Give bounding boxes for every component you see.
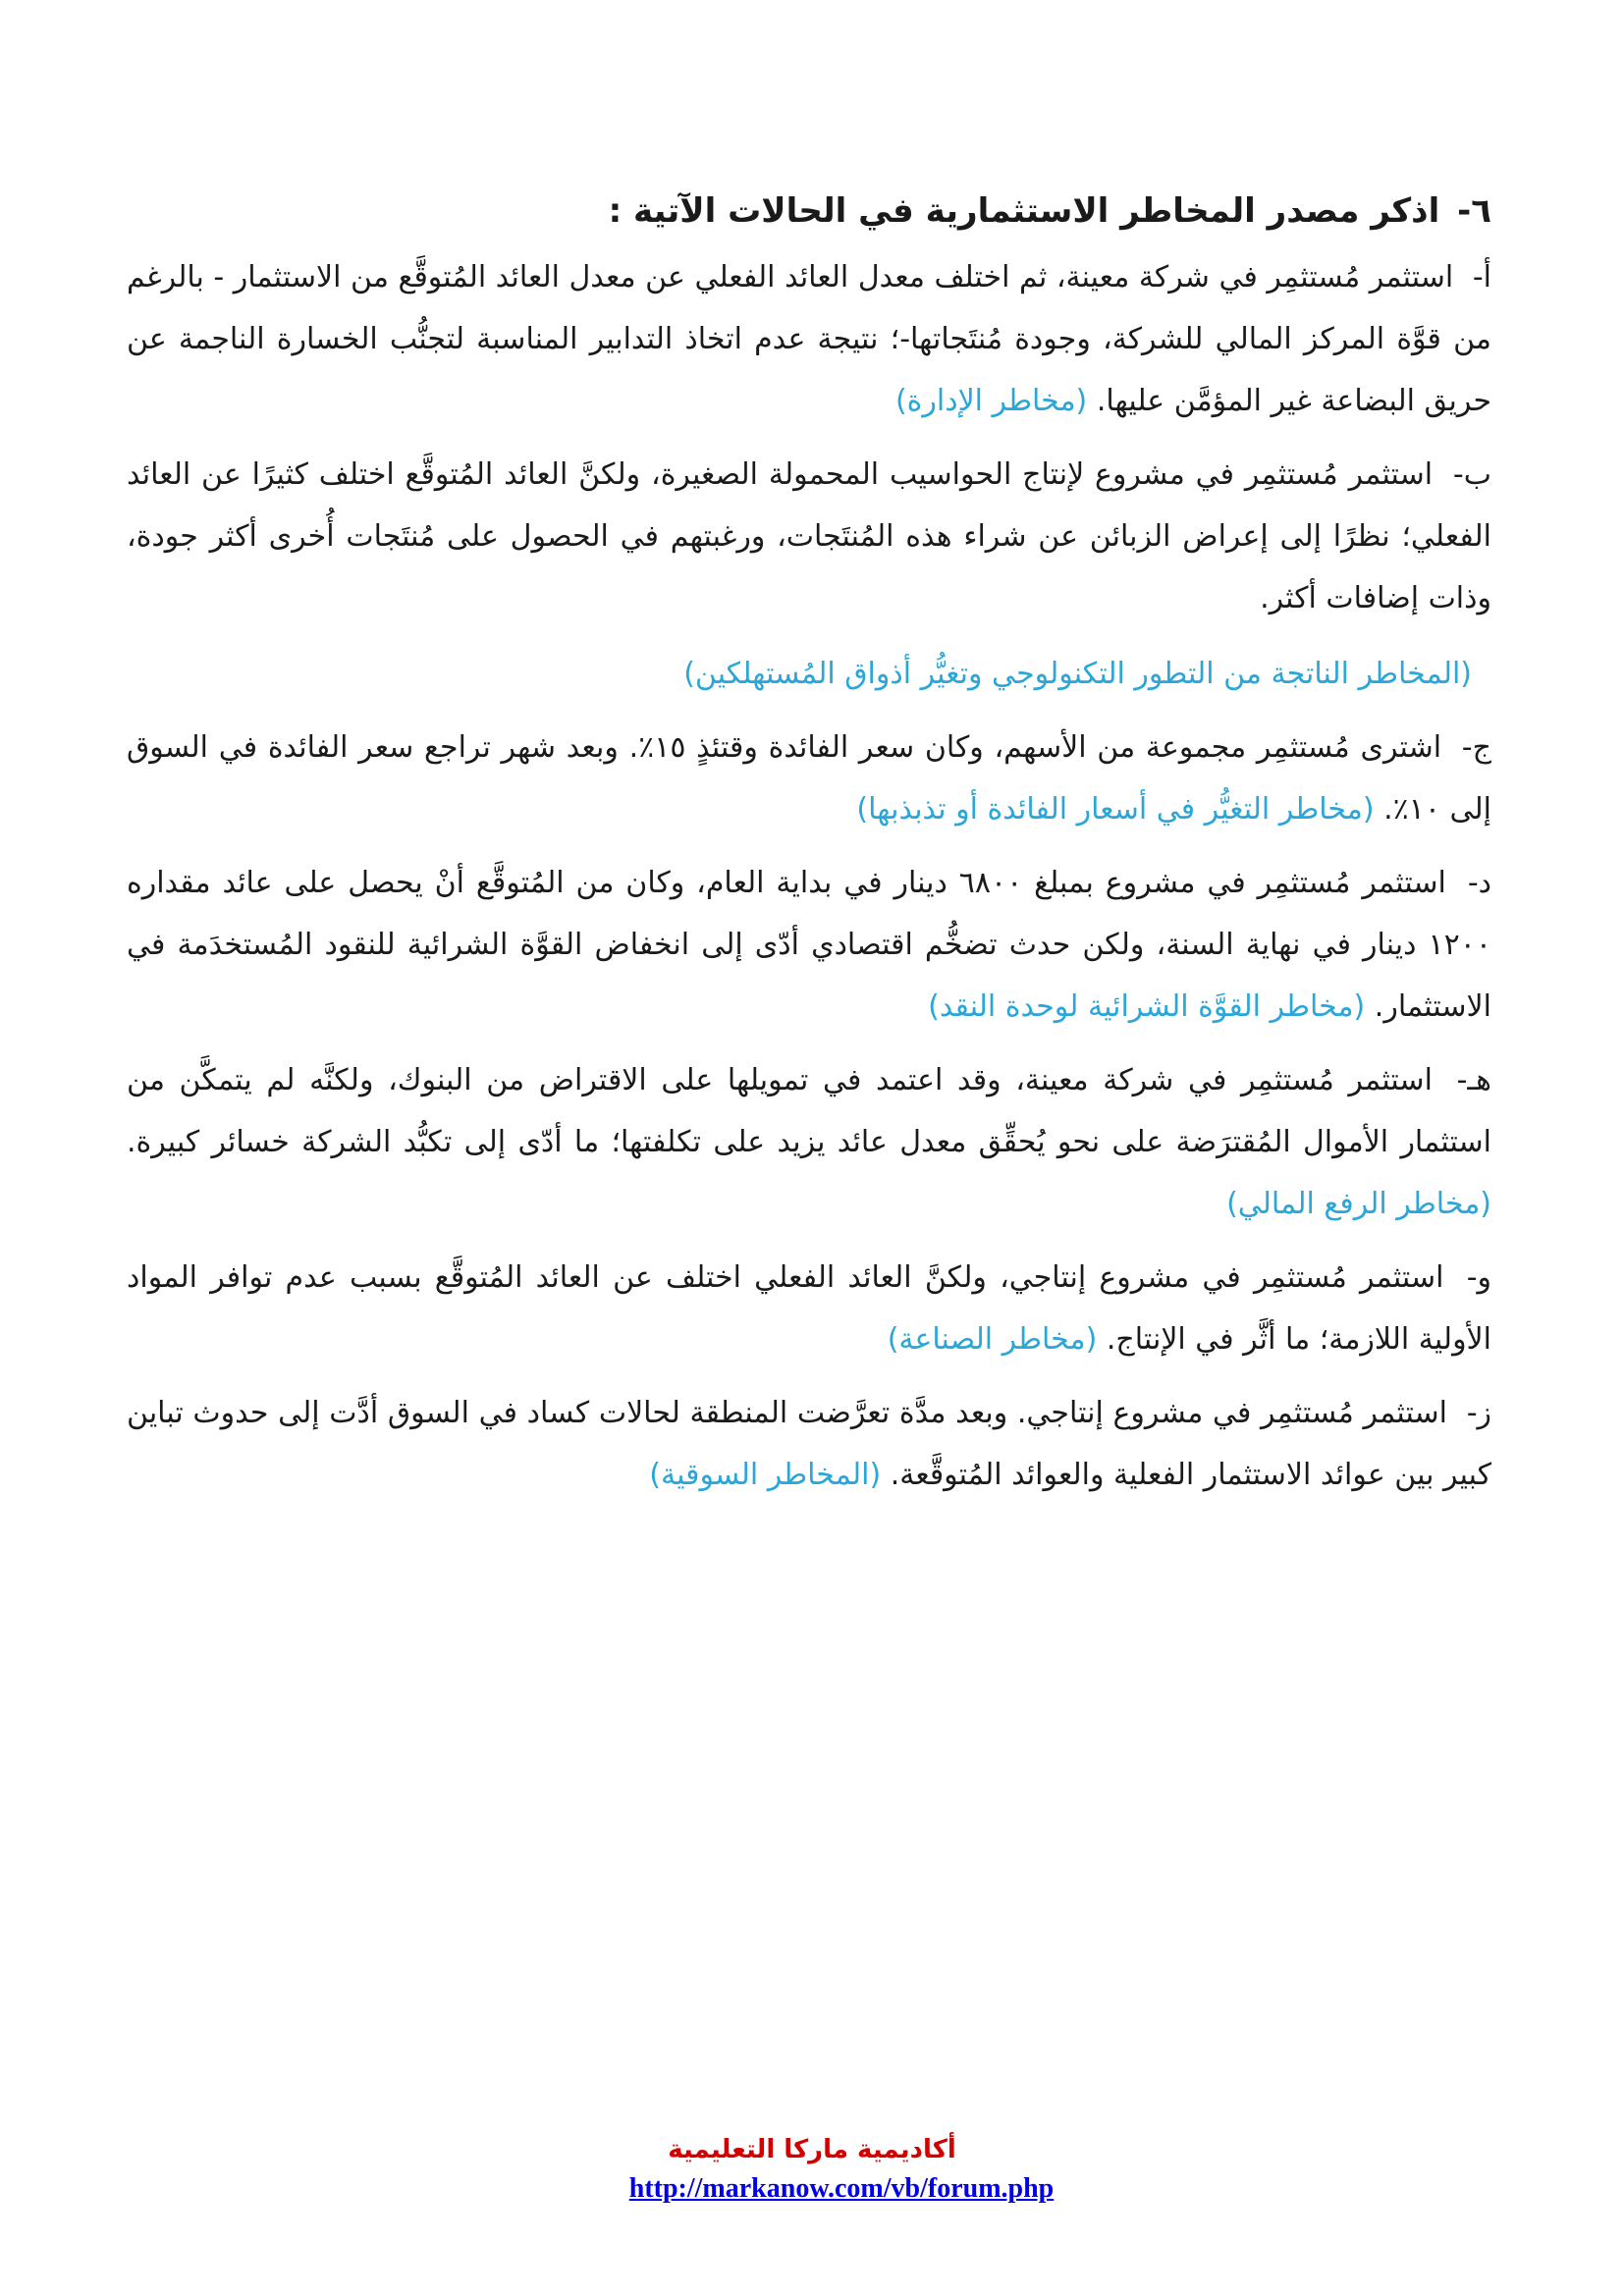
forum-link[interactable]: http://markanow.com/vb/forum.php <box>628 2173 1055 2204</box>
case-text: استثمر مُستثمِر في شركة معينة، وقد اعتمد في تمويلها على الاقتراض من البنوك، ولكنَّه لم يتمكَّن من استثمار الأموال المُقترَضة على نحو يُحقِّق معدل عائد يزيد على تكلفتها؛ ما أدّى إلى تكبُّد الشركة خسائر كبيرة. <box>127 1063 1491 1159</box>
case-text: استثمر مُستثمِر في مشروع بمبلغ ٦٨٠٠ دينار في بداية العام، وكان من المُتوقَّع أنْ يحصل على عائد مقداره ١٢٠٠ دينار في نهاية السنة، ولكن حدث تضخُّم اقتصادي أدّى إلى انخفاض القوَّة الشرائية للنقود المُستخدَمة في الاستثمار. <box>127 866 1491 1024</box>
case-item-f <box>127 1247 1491 1370</box>
case-answer: (المخاطر الناتجة من التطور التكنولوجي وتغيُّر أذواق المُستهلكين) <box>683 657 1472 691</box>
case-letter: و- <box>1466 1260 1491 1295</box>
case-answer: (مخاطر القوَّة الشرائية لوحدة النقد) <box>928 989 1366 1024</box>
case-letter: د- <box>1467 866 1491 900</box>
case-letter: هـ- <box>1456 1063 1491 1097</box>
page-footer <box>0 2130 1624 2209</box>
question-title: اذكر مصدر المخاطر الاستثمارية في الحالات الآتية : <box>608 191 1440 231</box>
case-text: استثمر مُستثمِر في مشروع إنتاجي، ولكنَّ العائد الفعلي اختلف عن العائد المُتوقَّع بسبب عدم توافر المواد الأولية اللازمة؛ ما أثَّر في الإنتاج. <box>127 1260 1491 1357</box>
case-letter: ج- <box>1461 730 1491 765</box>
case-answer: (مخاطر التغيُّر في أسعار الفائدة أو تذبذبها) <box>856 792 1375 827</box>
case-text: استثمر مُستثمِر في مشروع إنتاجي. وبعد مدَّة تعرَّضت المنطقة لحالات كساد في السوق أدَّت إلى حدوث تباين كبير بين عوائد الاستثمار الفعلية والعوائد المُتوقَّعة. <box>127 1396 1491 1492</box>
case-item-c <box>127 717 1491 840</box>
case-letter: أ- <box>1472 260 1491 294</box>
case-answer: (مخاطر الصناعة) <box>887 1322 1098 1357</box>
case-item-d <box>127 852 1491 1038</box>
case-text: استثمر مُستثمِر في مشروع لإنتاج الحواسيب المحمولة الصغيرة، ولكنَّ العائد المُتوقَّع اختلف كثيرًا عن العائد الفعلي؛ نظرًا إلى إعراض الزبائن عن شراء هذه المُنتَجات، ورغبتهم في الحصول على مُنتَجات أُخرى أكثر جودة، وذات إضافات أكثر. <box>127 457 1491 615</box>
case-letter: ز- <box>1466 1396 1491 1430</box>
academy-name: أكاديمية ماركا التعليمية <box>668 2135 956 2164</box>
case-answer: (مخاطر الرفع المالي) <box>1226 1187 1491 1221</box>
worksheet-page <box>127 182 1491 1518</box>
case-letter: ب- <box>1452 457 1491 492</box>
case-text: اشترى مُستثمِر مجموعة من الأسهم، وكان سعر الفائدة وقتئذٍ ١٥٪. وبعد شهر تراجع سعر الفائدة في السوق إلى ١٠٪. <box>127 730 1491 827</box>
case-item-e <box>127 1049 1491 1235</box>
case-item-g <box>127 1382 1491 1506</box>
question-heading <box>127 182 1491 240</box>
case-item-a <box>127 246 1491 432</box>
case-text: استثمر مُستثمِر في شركة معينة، ثم اختلف معدل العائد الفعلي عن معدل العائد المُتوقَّع من الاستثمار - بالرغم من قوَّة المركز المالي للشركة، وجودة مُنتَجاتها-؛ نتيجة عدم اتخاذ التدابير المناسبة لتجنُّب الخسارة الناجمة عن حريق البضاعة غير المؤمَّن عليها. <box>127 260 1491 418</box>
question-number: ٦- <box>1457 191 1491 231</box>
case-item-b <box>127 444 1491 705</box>
case-answer: (المخاطر السوقية) <box>649 1458 882 1492</box>
case-answer: (مخاطر الإدارة) <box>894 384 1088 418</box>
